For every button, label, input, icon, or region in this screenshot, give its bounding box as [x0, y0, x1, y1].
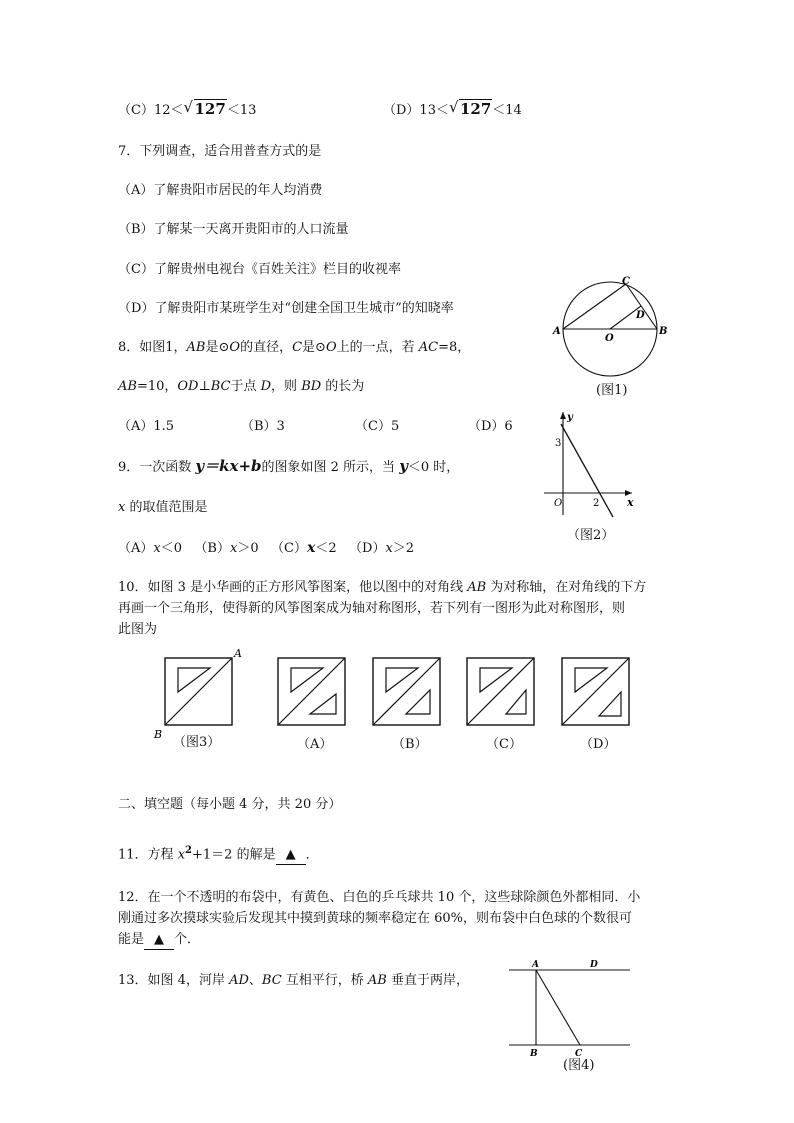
sqrt-symbol: √ 127 — [449, 100, 492, 120]
fig1-caption: (图1) — [596, 383, 628, 398]
q6-option-d-label: （D）13＜ — [383, 103, 449, 118]
q8-option-b[interactable]: （B）3 — [241, 419, 285, 434]
fig4-label-a: A — [532, 960, 539, 970]
fig4-label-d: D — [590, 960, 598, 970]
q13-stem: 13．如图 4，河岸 AD、BC 互相平行，桥 AB 垂直于两岸， — [118, 973, 470, 988]
q12-line3: 能是 ▲ 个． — [118, 932, 200, 950]
fig2-label-y: y — [567, 412, 573, 423]
fig3-label-a: A — [234, 647, 242, 660]
fig2-label-3: 3 — [555, 438, 562, 449]
fig1-label-b: B — [659, 326, 668, 337]
fig4-segment-ac — [536, 970, 580, 1045]
q6-option-d[interactable]: （D）13＜√ 127＜14 — [383, 100, 522, 120]
fig2-caption: （图2） — [567, 528, 615, 543]
q10-line1: 10．如图 3 是小华画的正方形风筝图案，他以图中的对角线 AB 为对称轴，在对角线的下方 — [118, 580, 647, 595]
fig1-label-a: A — [553, 326, 561, 337]
q8-option-d[interactable]: （D）6 — [468, 419, 513, 434]
q8-option-a[interactable]: （A）1.5 — [118, 419, 175, 434]
fig-option-b-caption[interactable]: （B） — [392, 737, 428, 752]
q9-option-d[interactable]: （D）x＞2 — [349, 541, 415, 556]
q12-line1: 12．在一个不透明的布袋中，有黄色、白色的乒乓球共 10 个，这些球除颜色外都相同．小 — [118, 890, 641, 905]
q7-option-b[interactable]: （B）了解某一天离开贵阳市的人口流量 — [118, 222, 349, 237]
fig4-label-c: C — [575, 1049, 583, 1059]
section-2-title: 二、填空题（每小题 4 分，共 20 分） — [118, 797, 342, 812]
fig3-label-b: B — [154, 728, 163, 741]
q8-stem-line2: AB=10，OD⊥BC于点 D，则 BD 的长为 — [118, 379, 365, 394]
q7-option-d[interactable]: （D）了解贵阳市某班学生对“创建全国卫生城市”的知晓率 — [118, 301, 454, 316]
q9-option-b[interactable]: （B）x＞0 — [194, 541, 259, 556]
fig-option-a-caption[interactable]: （A） — [297, 737, 333, 752]
q9-stem-line1: 9．一次函数 y＝kx+b的图象如图 2 所示，当 y＜0 时， — [118, 457, 460, 475]
fig-option-d-caption[interactable]: （D） — [580, 737, 617, 752]
fig2-label-2: 2 — [593, 498, 600, 509]
fig-option-c-caption[interactable]: （C） — [486, 737, 522, 752]
q8-option-c[interactable]: （C）5 — [355, 419, 400, 434]
fig4-label-b: B — [530, 1049, 538, 1059]
fig2-label-x: x — [627, 496, 634, 509]
sqrt-symbol: √ 127 — [184, 100, 227, 120]
fig4-caption: (图4) — [563, 1058, 595, 1073]
q11-stem: 11．方程 $x^2+1=2$ 的解是 ▲ ． — [118, 844, 319, 865]
q7-stem: 7．下列调查，适合用普查方式的是 — [118, 144, 322, 159]
fig1-label-o: O — [605, 333, 614, 344]
fig2-label-origin: O — [554, 498, 563, 509]
q7-option-c[interactable]: （C）了解贵州电视台《百姓关注》栏目的收视率 — [118, 262, 401, 277]
q9-stem-line2: x 的取值范围是 — [118, 500, 208, 515]
q7-option-a[interactable]: （A）了解贵阳市居民的年人均消费 — [118, 183, 323, 198]
fig1-label-d: D — [636, 310, 645, 321]
q6-option-c[interactable]: （C）12＜√ 127＜13 — [118, 100, 256, 120]
q12-answer-blank[interactable]: ▲ — [144, 932, 174, 950]
fig3-caption: （图3） — [173, 735, 221, 750]
q12-line2: 刚通过多次摸球实验后发现其中摸到黄球的频率稳定在 60%，则布袋中白色球的个数很可 — [118, 911, 633, 926]
q8-stem-line1: 8．如图1，AB是⊙O的直径，C是⊙O上的一点，若 AC=8， — [118, 340, 471, 355]
q11-answer-blank[interactable]: ▲ — [276, 847, 306, 865]
q9-option-c[interactable]: （C）x＜2 — [271, 540, 337, 556]
q10-line2: 再画一个三角形，使得新的风筝图案成为轴对称图形，若下列有一图形为此对称图形，则 — [118, 601, 626, 616]
q10-line3: 此图为 — [118, 622, 158, 637]
fig1-label-c: C — [622, 276, 630, 287]
q9-option-a[interactable]: （A）x＜0 — [118, 541, 183, 556]
q6-option-c-label: （C）12＜ — [118, 103, 184, 118]
